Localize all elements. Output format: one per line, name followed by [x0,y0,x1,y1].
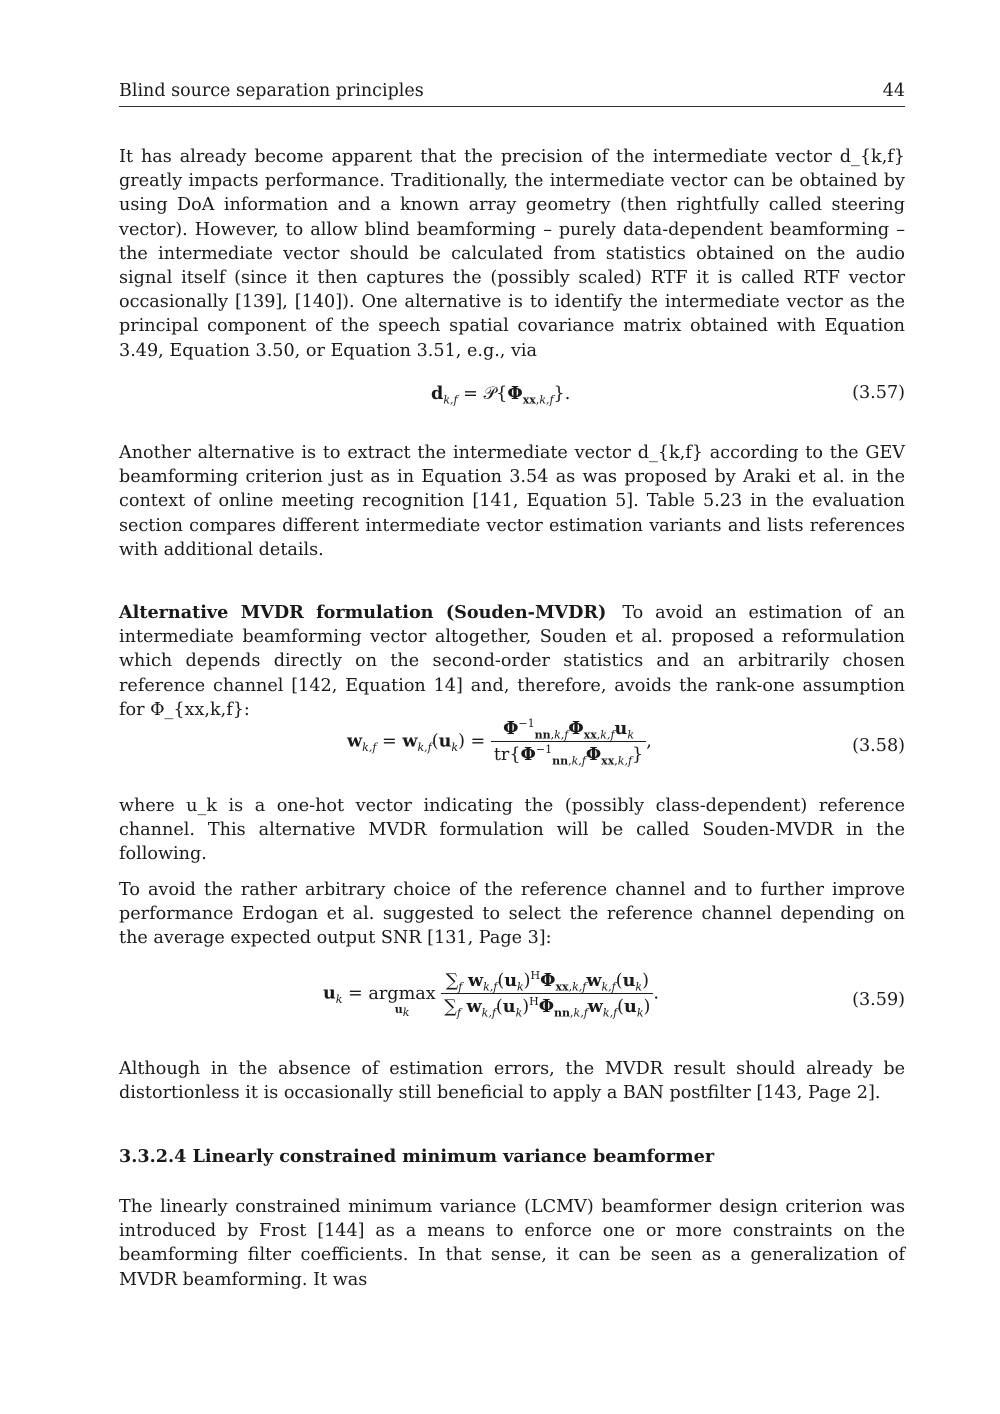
paragraph-ban-postfilter: Although in the absence of estimation errors, the MVDR result should already be distortionless it is occasionally still beneficial to apply a BAN postfilter [143, Page 2]. [119,1059,905,1104]
equation-3-59-body: $u_k = argmax$ $u_k$ $\frac{\sum_f w_{k,f}(u_k)^H\Phi_{xx,k,f}w_{k,f}(u_k)}{\sum_f w_{k,f}(u_k)^H\Phi_{nn,k,f}w_{k,f}(u_k)}$ . [323,969,659,1020]
paragraph-lcmv: The linearly constrained minimum variance (LCMV) beamformer design criterion was introduced by Frost [144] as a means to enforce one or more constraints on the beamforming filter coefficients. In that sense, it can be seen as a generalization of MVDR beamforming. It was [119,1197,905,1290]
running-header [119,80,905,107]
paragraph-gev-alternative: Another alternative is to extract the intermediate vector d_{k,f} according to the GEV beamforming criterion just as in Equation 3.54 as was proposed by Araki et al. in the context of online meeting recognition [141, Equation 5]. Table 5.23 in the evaluation section compares different intermediate vector estimation variants and lists references with additional details. [119,443,905,560]
runin-heading: Alternative MVDR formulation (Souden-MVDR) [119,602,607,623]
souden-mvdr-text: To avoid an estimation of an intermediate beamforming vector altogether, Souden et al. proposed a reformulation which depends directly on the second-order statistics and an arbitrarily chosen reference channel [142, Equation 14] and, therefore, avoids the rank-one assumption for Φ_{xx,k,f}: [119,603,905,720]
fraction: $\frac{\Phi^{-1}_{nn,k,f}\Phi_{xx,k,f}u_k}{tr\{\Phi^{-1}_{nn,k,f}\Phi_{xx,k,f}\}}$ [491,718,646,765]
page-number: 44 [882,81,905,101]
fraction: $\frac{\sum_f w_{k,f}(u_k)^H\Phi_{xx,k,f}w_{k,f}(u_k)}{\sum_f w_{k,f}(u_k)^H\Phi_{nn,k,f}w_{k,f}(u_k)}$ [441,970,653,1017]
equation-3-58-body: $w_{k,f} = w_{k,f}(u_k)$ = $\frac{\Phi^{-1}_{nn,k,f}\Phi_{xx,k,f}u_k}{tr\{\Phi^{-1}_{nn,k,f}\Phi_{xx,k,f}\}}$ , [347,717,652,768]
equation-number: (3.57) [852,383,905,403]
paragraph-intermediate-vector: It has already become apparent that the precision of the intermediate vector d_{k,f} greatly impacts performance. Traditionally, the intermediate vector can be obtained by using DoA information and a known array geometry (then rightfully called steering vector). However, to allow blind beamforming – purely data-dependent beamforming – the intermediate vector should be calculated from statistics obtained on the audio signal itself (since it then captures the (possibly scaled) RTF it is called RTF vector occasionally [139], [140]). One alternative is to identify the intermediate vector as the principal component of the speech spatial covariance matrix obtained with Equation 3.49, Equation 3.50, or Equation 3.51, e.g., via [119,147,905,361]
section-heading: 3.3.2.4 Linearly constrained minimum variance beamformer [119,1146,715,1167]
equation-3-58 [119,714,905,776]
argmax-operator: argmax $u_k$ [368,984,436,1020]
equation-3-57 [119,383,905,409]
paragraph-one-hot-vector: where u_k is a one-hot vector indicating the (possibly class-dependent) reference channel. This alternative MVDR formulation will be called Souden-MVDR in the following. [119,796,905,865]
paragraph-souden-mvdr [119,601,905,722]
equation-3-57-body: $d_{k,f}$ = $𝒫\{\Phi_{xx,k,f}\}$. [431,383,571,407]
paragraph-erdogan: To avoid the rather arbitrary choice of the reference channel and to further improve performance Erdogan et al. suggested to select the reference channel depending on the average expected output SNR [131, Page 3]: [119,880,905,949]
equation-number: (3.58) [852,736,905,756]
equation-number: (3.59) [852,990,905,1010]
equation-3-59 [119,968,905,1032]
header-title: Blind source separation principles [119,81,424,101]
